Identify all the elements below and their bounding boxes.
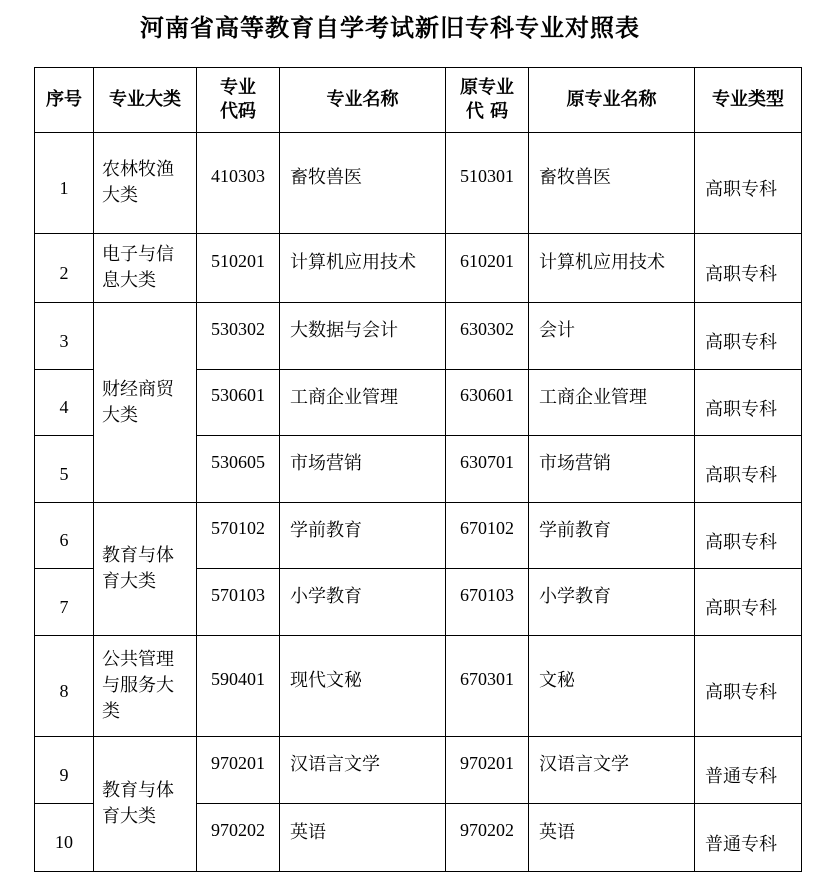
cell-old-code: 630601: [446, 370, 529, 436]
cell-code: 970202: [197, 804, 280, 872]
cell-name: 大数据与会计: [280, 303, 446, 370]
header-seq: 序号: [35, 68, 94, 133]
cell-category: 农林牧渔大类: [94, 133, 197, 234]
table-row: [35, 636, 802, 737]
cell-type: 高职专科: [695, 503, 802, 569]
cell-old-code: 970202: [446, 804, 529, 872]
cell-category: 教育与体育大类: [94, 503, 197, 636]
cell-name: 英语: [280, 804, 446, 872]
cell-seq: 5: [35, 436, 94, 503]
cell-seq: 2: [35, 234, 94, 303]
cell-name: 现代文秘: [280, 636, 446, 737]
cell-old-code: 630302: [446, 303, 529, 370]
header-code-line2: 代码: [220, 101, 256, 122]
cell-old-name: 工商企业管理: [529, 370, 695, 436]
cell-category: 财经商贸大类: [94, 303, 197, 503]
cell-name: 汉语言文学: [280, 737, 446, 804]
cell-seq: 1: [35, 133, 94, 234]
table-row: [35, 503, 802, 569]
cell-old-name: 文秘: [529, 636, 695, 737]
cell-code: 590401: [197, 636, 280, 737]
cell-type: 高职专科: [695, 234, 802, 303]
header-old-code-line2: 代 码: [465, 101, 509, 122]
header-type: 专业类型: [695, 68, 802, 133]
page-title: 河南省高等教育自学考试新旧专科专业对照表: [140, 14, 640, 42]
cell-type: 高职专科: [695, 370, 802, 436]
cell-name: 小学教育: [280, 569, 446, 636]
cell-old-code: 630701: [446, 436, 529, 503]
table-row: [35, 133, 802, 234]
header-name: 专业名称: [280, 68, 446, 133]
cell-code: 410303: [197, 133, 280, 234]
cell-old-code: 670103: [446, 569, 529, 636]
cell-type: 普通专科: [695, 804, 802, 872]
cell-old-name: 市场营销: [529, 436, 695, 503]
cell-name: 学前教育: [280, 503, 446, 569]
cell-seq: 10: [35, 804, 94, 872]
cell-seq: 7: [35, 569, 94, 636]
cell-code: 530302: [197, 303, 280, 370]
cell-type: 高职专科: [695, 436, 802, 503]
cell-type: 高职专科: [695, 636, 802, 737]
cell-old-name: 会计: [529, 303, 695, 370]
cell-code: 530605: [197, 436, 280, 503]
header-category: 专业大类: [94, 68, 197, 133]
cell-type: 高职专科: [695, 133, 802, 234]
cell-name: 计算机应用技术: [280, 234, 446, 303]
cell-type: 普通专科: [695, 737, 802, 804]
cell-seq: 4: [35, 370, 94, 436]
cell-code: 570103: [197, 569, 280, 636]
cell-old-name: 小学教育: [529, 569, 695, 636]
cell-seq: 9: [35, 737, 94, 804]
cell-old-code: 610201: [446, 234, 529, 303]
cell-old-name: 英语: [529, 804, 695, 872]
cell-type: 高职专科: [695, 569, 802, 636]
cell-code: 530601: [197, 370, 280, 436]
cell-name: 市场营销: [280, 436, 446, 503]
cell-old-name: 计算机应用技术: [529, 234, 695, 303]
cell-name: 畜牧兽医: [280, 133, 446, 234]
cell-seq: 6: [35, 503, 94, 569]
cell-code: 570102: [197, 503, 280, 569]
cell-old-name: 学前教育: [529, 503, 695, 569]
table-header-row: [35, 68, 802, 133]
table-row: [35, 737, 802, 804]
cell-name: 工商企业管理: [280, 370, 446, 436]
major-comparison-table: [34, 67, 802, 872]
cell-old-name: 畜牧兽医: [529, 133, 695, 234]
cell-old-name: 汉语言文学: [529, 737, 695, 804]
header-old-name: 原专业名称: [529, 68, 695, 133]
header-old-code-line1: 原专业: [460, 77, 514, 98]
cell-type: 高职专科: [695, 303, 802, 370]
header-code-line1: 专业: [220, 77, 256, 98]
cell-old-code: 970201: [446, 737, 529, 804]
table-row: [35, 234, 802, 303]
cell-old-code: 510301: [446, 133, 529, 234]
header-old-code: [446, 68, 529, 133]
cell-code: 970201: [197, 737, 280, 804]
table-row: [35, 303, 802, 370]
cell-category: 教育与体育大类: [94, 737, 197, 872]
cell-category: 公共管理与服务大类: [94, 636, 197, 737]
cell-old-code: 670102: [446, 503, 529, 569]
cell-code: 510201: [197, 234, 280, 303]
cell-seq: 3: [35, 303, 94, 370]
cell-seq: 8: [35, 636, 94, 737]
cell-category: 电子与信息大类: [94, 234, 197, 303]
header-code: [197, 68, 280, 133]
cell-old-code: 670301: [446, 636, 529, 737]
